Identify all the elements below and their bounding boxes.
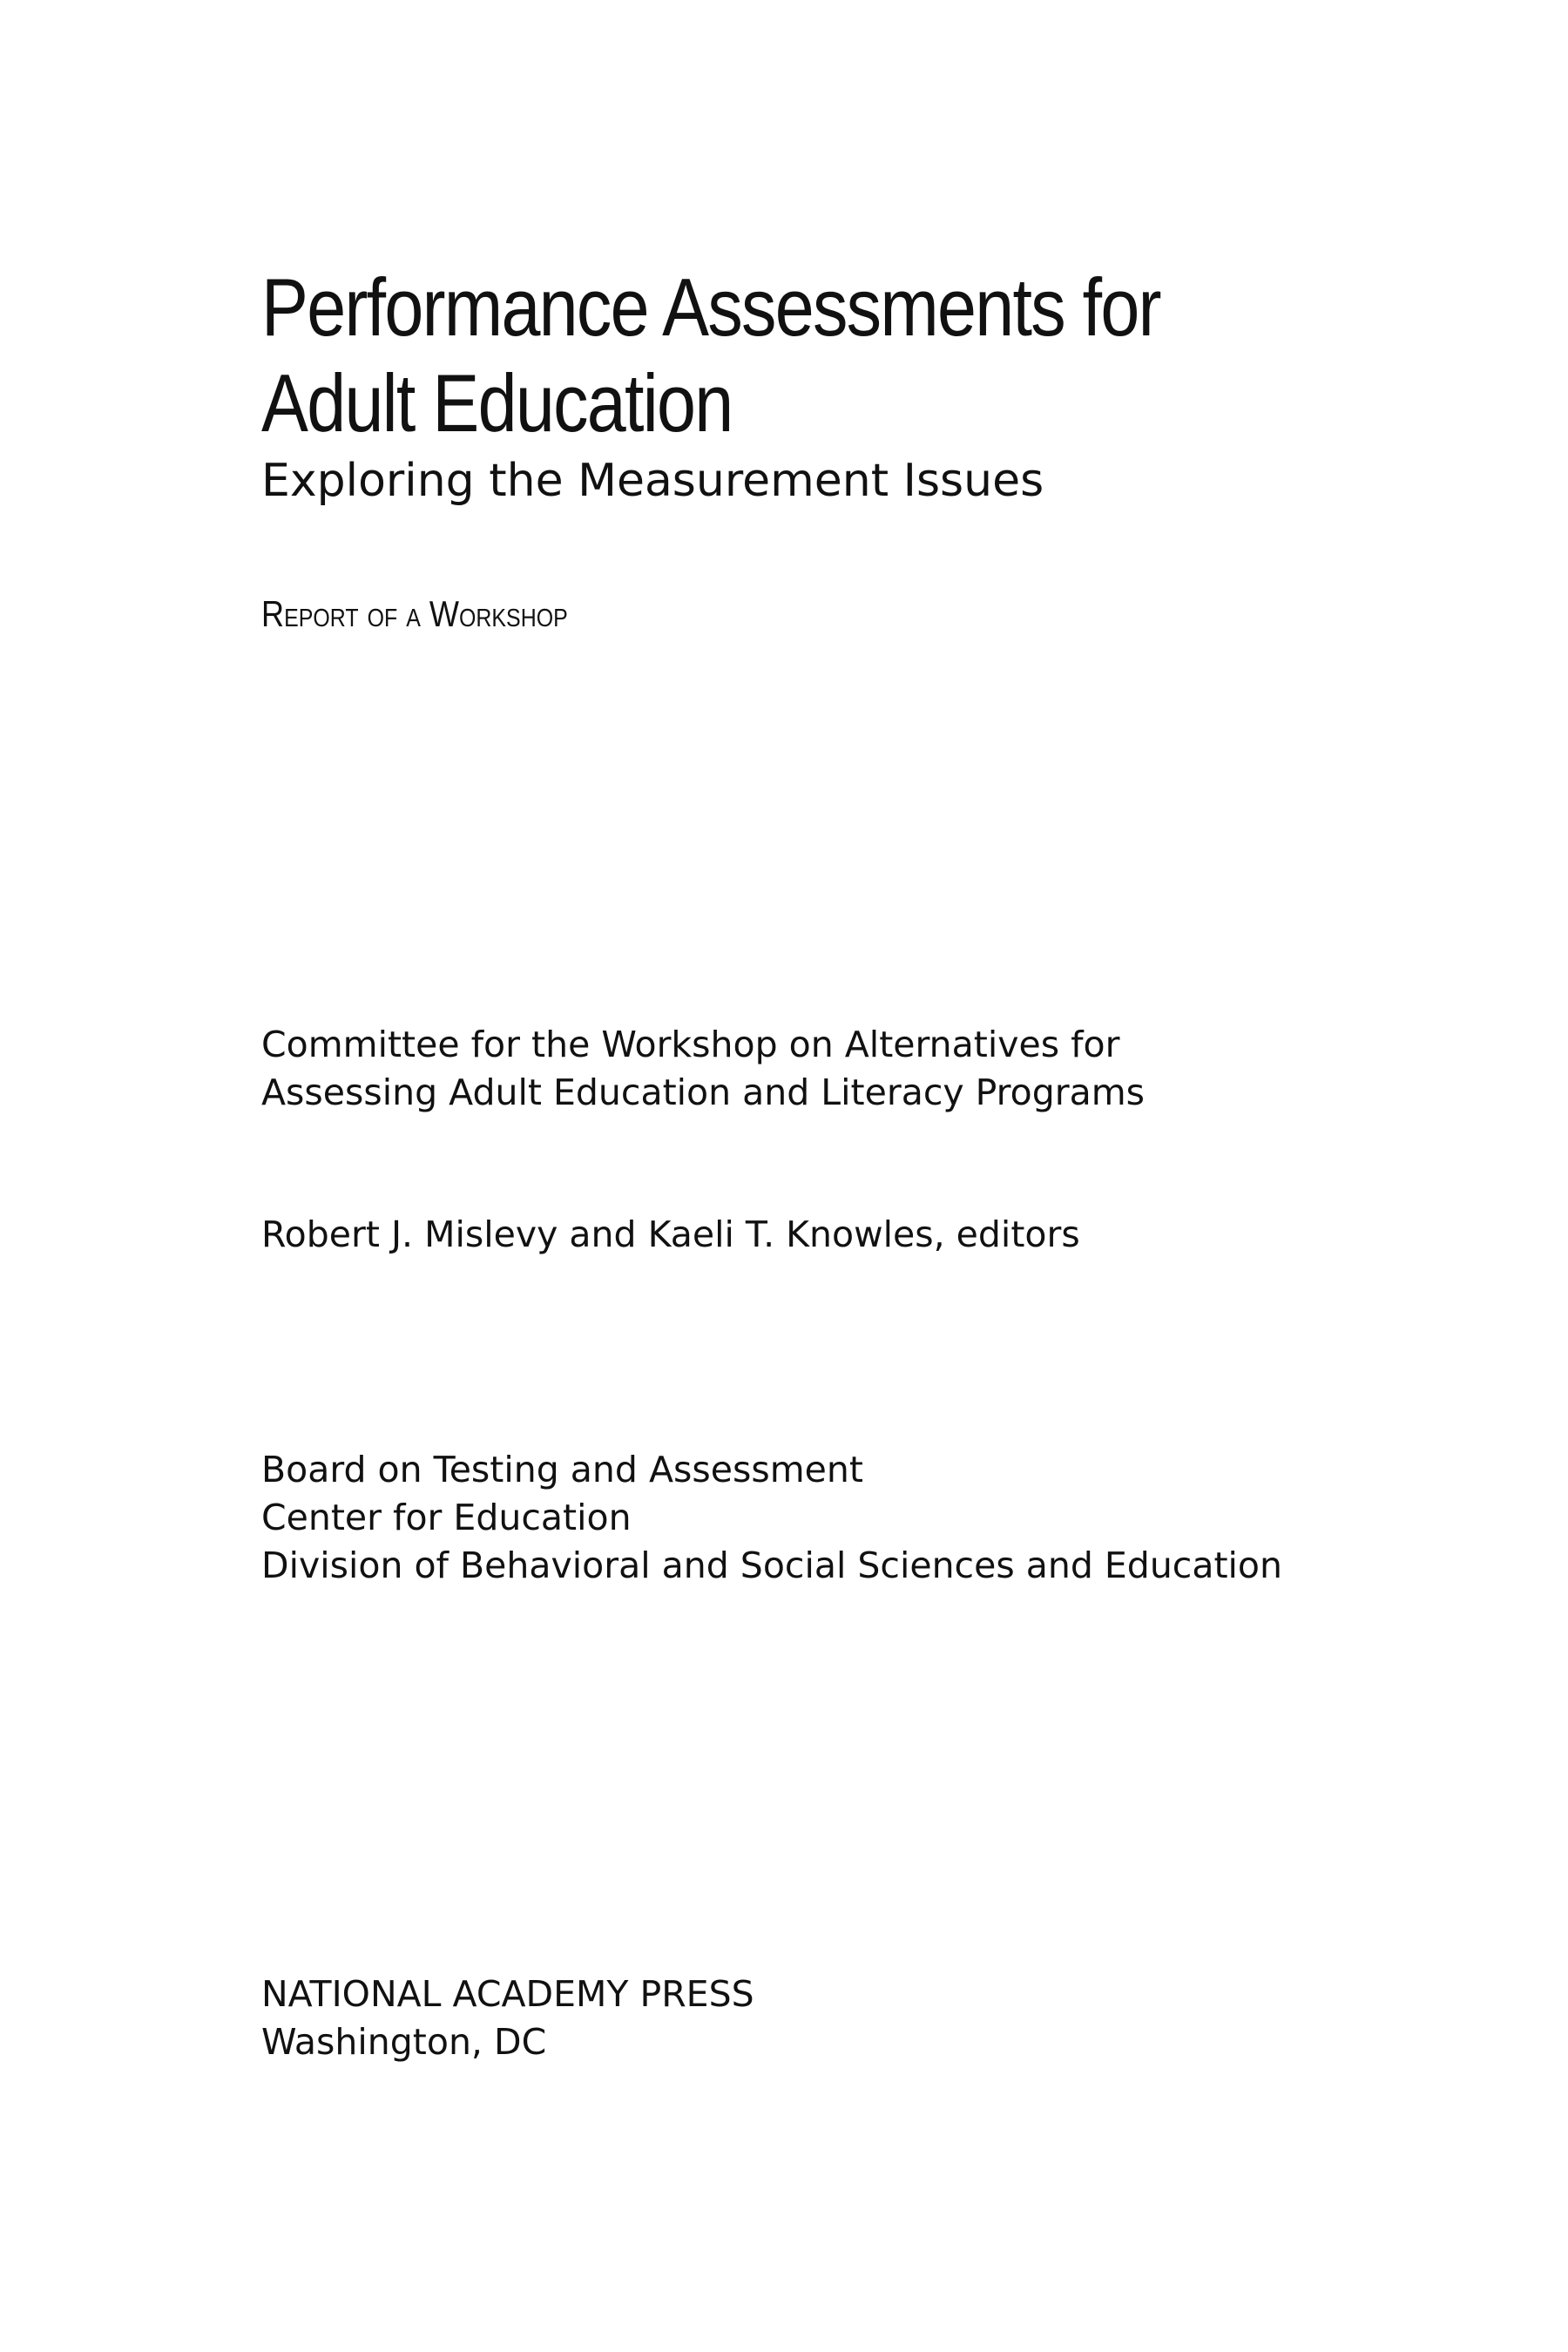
book-title-line-2: Adult Education bbox=[261, 357, 733, 449]
board-name: Board on Testing and Assessment bbox=[261, 1449, 863, 1490]
publisher-block bbox=[261, 1970, 1394, 2066]
editors-line: Robert J. Mislevy and Kaeli T. Knowles, editors bbox=[261, 1213, 1080, 1255]
editors bbox=[261, 1211, 1394, 1259]
committee-line-1: Committee for the Workshop on Alternatives for bbox=[261, 1024, 1120, 1065]
division-name: Division of Behavioral and Social Sciences and Education bbox=[261, 1544, 1283, 1586]
center-name: Center for Education bbox=[261, 1497, 632, 1538]
committee-line-2: Assessing Adult Education and Literacy Programs bbox=[261, 1071, 1146, 1113]
publisher-city: Washington, DC bbox=[261, 2021, 547, 2063]
report-label: Report of a Workshop bbox=[261, 593, 568, 634]
book-subtitle: Exploring the Measurement Issues bbox=[261, 455, 1044, 507]
organization-block bbox=[261, 1446, 1394, 1590]
publisher-name: NATIONAL ACADEMY PRESS bbox=[261, 1973, 754, 2015]
book-title-line-1: Performance Assessments for bbox=[261, 261, 1160, 353]
book-title bbox=[261, 260, 1385, 451]
committee-name bbox=[261, 1021, 1394, 1117]
